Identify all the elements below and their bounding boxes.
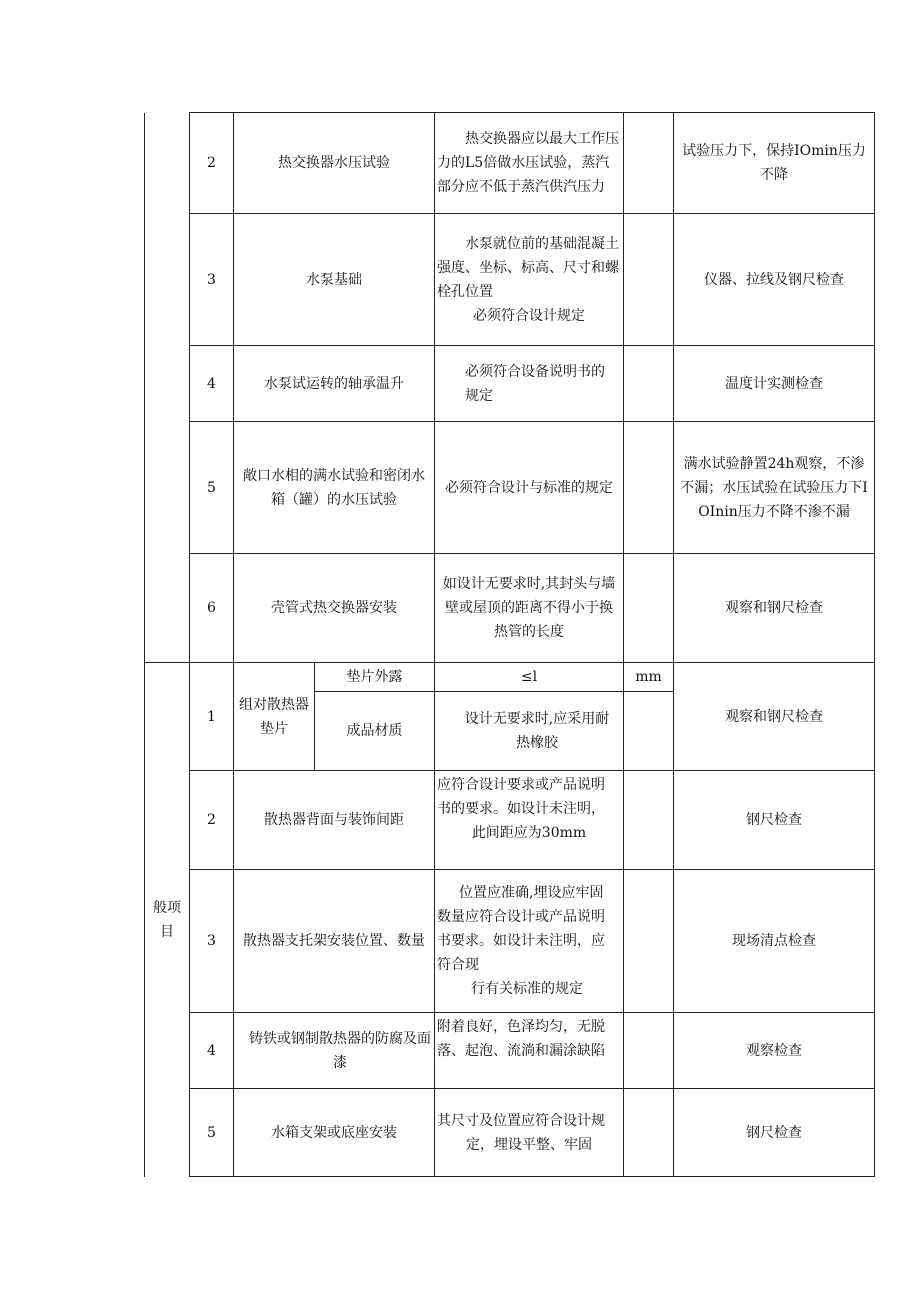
row-method: 现场清点检查 xyxy=(674,870,875,1013)
table-row xyxy=(145,771,875,870)
table-row xyxy=(145,1089,875,1177)
row-unit xyxy=(624,1013,674,1089)
row-unit xyxy=(624,422,674,554)
row-unit xyxy=(624,113,674,214)
row-method: 钢尺检查 xyxy=(674,771,875,870)
row-item: 铸铁或钢制散热器的防腐及面漆 xyxy=(234,1013,435,1089)
row-method: 温度计实测检查 xyxy=(674,346,875,422)
row-requirement: 必须符合设备说明书的规定 xyxy=(435,346,624,422)
row-unit xyxy=(624,346,674,422)
table-row xyxy=(145,1013,875,1089)
row-no: 5 xyxy=(190,422,234,554)
row-unit xyxy=(624,771,674,870)
row-method: 钢尺检查 xyxy=(674,1089,875,1177)
row-item: 散热器背面与装饰间距 xyxy=(234,771,435,870)
row-item: 散热器支托架安装位置、数量 xyxy=(234,870,435,1013)
row-item: 组对散热器垫片 xyxy=(234,663,315,771)
row-no: 5 xyxy=(190,1089,234,1177)
row-unit xyxy=(624,870,674,1013)
table-row xyxy=(145,422,875,554)
inspection-table xyxy=(144,112,875,1177)
row-no: 6 xyxy=(190,554,234,663)
row-requirement: 应符合设计要求或产品说明 书的要求。如设计未注明， 此间距应为30mm xyxy=(435,771,624,870)
sub-item-requirement: ≤l xyxy=(435,663,624,692)
table-row xyxy=(145,346,875,422)
row-item: 水泵基础 xyxy=(234,214,435,346)
row-unit xyxy=(624,214,674,346)
table-row xyxy=(145,870,875,1013)
table-row xyxy=(145,214,875,346)
row-item: 热交换器水压试验 xyxy=(234,113,435,214)
row-method: 观察和钢尺检查 xyxy=(674,663,875,771)
sub-item-requirement: 设计无要求时,应采用耐热橡胶 xyxy=(435,692,624,771)
section-cell-main xyxy=(145,113,190,663)
row-method: 观察检查 xyxy=(674,1013,875,1089)
row-no: 2 xyxy=(190,771,234,870)
row-item: 壳管式热交换器安装 xyxy=(234,554,435,663)
row-no: 4 xyxy=(190,1013,234,1089)
row-item: 水泵试运转的轴承温升 xyxy=(234,346,435,422)
row-no: 3 xyxy=(190,214,234,346)
row-requirement: 附着良好，色泽均匀，无脱 落、起泡、流淌和漏涂缺陷 xyxy=(435,1013,624,1089)
row-no: 2 xyxy=(190,113,234,214)
row-no: 3 xyxy=(190,870,234,1013)
row-item: 水箱支架或底座安装 xyxy=(234,1089,435,1177)
row-method: 满水试验静置24h观察，不渗不漏；水压试验在试验压力下IOInin压力不降不渗不漏 xyxy=(674,422,875,554)
section-label: 般项目 xyxy=(145,663,190,1177)
sub-item-unit: mm xyxy=(624,663,674,692)
row-requirement: 位置应准确,埋设应牢固 数量应符合设计或产品说明 书要求。如设计未注明，应 符合现 行有关标准的规定 xyxy=(435,870,624,1013)
sub-item-label: 垫片外露 xyxy=(315,663,435,692)
sub-item-unit xyxy=(624,692,674,771)
table-row xyxy=(145,554,875,663)
row-method: 试验压力下，保持IOmin压力不降 xyxy=(674,113,875,214)
table-row xyxy=(145,113,875,214)
row-unit xyxy=(624,554,674,663)
table-row xyxy=(145,663,875,692)
row-requirement: 如设计无要求时,其封头与墙壁或屋顶的距离不得小于换热管的长度 xyxy=(435,554,624,663)
row-requirement: 其尺寸及位置应符合设计规 定，埋设平整、牢固 xyxy=(435,1089,624,1177)
row-no: 1 xyxy=(190,663,234,771)
row-method: 仪器、拉线及钢尺检查 xyxy=(674,214,875,346)
row-item: 敞口水相的满水试验和密闭水箱（罐）的水压试验 xyxy=(234,422,435,554)
row-method: 观察和钢尺检查 xyxy=(674,554,875,663)
row-requirement: 必须符合设计与标准的规定 xyxy=(435,422,624,554)
row-requirement: 水泵就位前的基础混凝土强度、坐标、标高、尺寸和螺栓孔位置 必须符合设计规定 xyxy=(435,214,624,346)
sub-item-label: 成品材质 xyxy=(315,692,435,771)
row-no: 4 xyxy=(190,346,234,422)
row-requirement: 热交换器应以最大工作压力的L5倍做水压试验，蒸汽部分应不低于蒸汽供汽压力 xyxy=(435,113,624,214)
row-unit xyxy=(624,1089,674,1177)
